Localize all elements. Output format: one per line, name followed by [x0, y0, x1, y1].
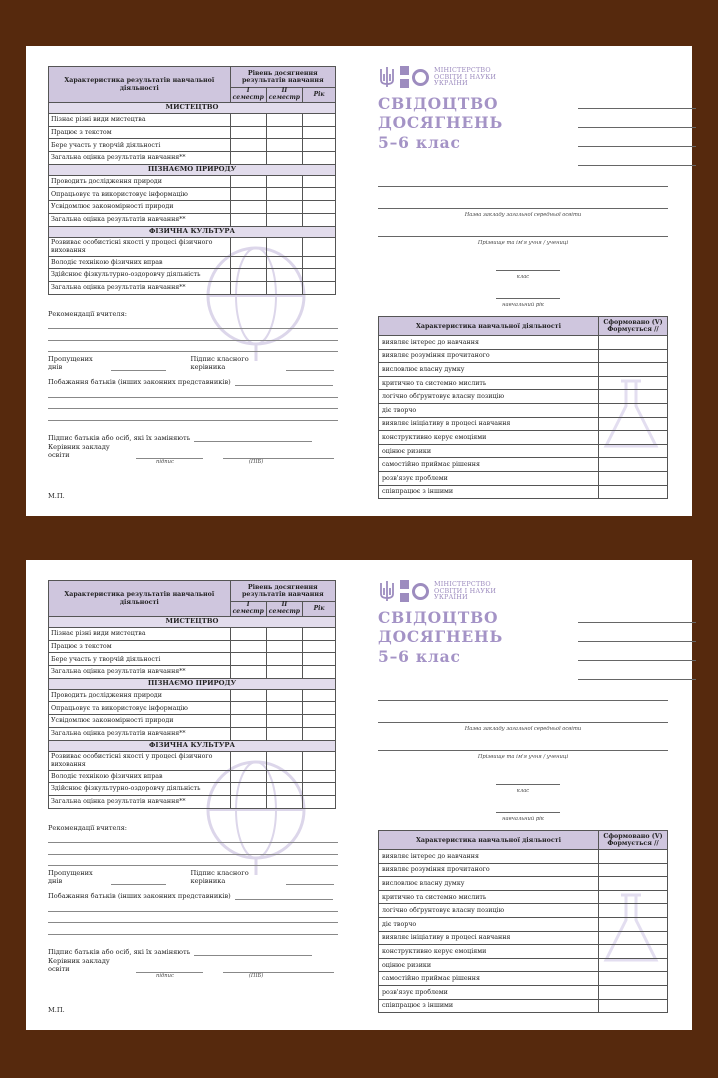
certificate-sheet-2	[26, 560, 692, 1030]
school-caption: Назва закладу загальної середньої освіти	[464, 726, 582, 732]
logo-circle-icon	[412, 583, 429, 600]
title-line-2: ДОСЯГНЕНЬ	[378, 627, 504, 647]
grade-cell[interactable]	[230, 628, 266, 641]
skill-mark-cell[interactable]	[599, 336, 668, 350]
grade-cell[interactable]	[266, 702, 302, 715]
skill-mark-cell[interactable]	[599, 972, 668, 986]
semester-1-header: І семестр	[230, 602, 266, 617]
skill-mark-cell[interactable]	[599, 363, 668, 377]
right-page	[378, 65, 674, 496]
grade-cell[interactable]	[230, 175, 266, 188]
head-label: Керівник закладу освіти	[48, 442, 110, 459]
recommendations-label: Рекомендації вчителя:	[48, 823, 127, 832]
sign-caption: підпис	[156, 972, 174, 979]
missed-days-field[interactable]	[111, 876, 167, 885]
student-caption: Прізвище та ім'я учня / учениці	[477, 754, 569, 760]
table-row: Загальна оцінка результатів навчання**	[49, 152, 231, 165]
grade-cell[interactable]	[266, 653, 302, 666]
class-line[interactable]	[496, 270, 560, 271]
characteristic-header: Характеристика результатів навчальної діяльності	[49, 581, 231, 617]
grade-cell[interactable]	[266, 152, 302, 165]
table-row: виявляє розуміння прочитаного	[379, 349, 599, 363]
year-caption: навчальний рік	[502, 816, 544, 822]
skill-mark-cell[interactable]	[599, 877, 668, 891]
table-row: Проводить дослідження природи	[49, 175, 231, 188]
formed-header: Сформовано (V) Формується //	[599, 317, 668, 336]
school-line[interactable]	[378, 186, 668, 187]
skill-mark-cell[interactable]	[599, 376, 668, 390]
sign-caption: підпис	[156, 458, 174, 465]
skill-mark-cell[interactable]	[599, 444, 668, 458]
section-title: ПІЗНАЄМО ПРИРОДУ	[49, 164, 336, 175]
grade-cell[interactable]	[230, 702, 266, 715]
formed-header: Сформовано (V) Формується //	[599, 831, 668, 850]
header-line[interactable]	[578, 604, 696, 623]
grade-cell[interactable]	[230, 201, 266, 214]
grades-table	[48, 580, 336, 809]
grade-cell[interactable]	[266, 188, 302, 201]
ministry-line-3: УКРАЇНИ	[434, 593, 468, 602]
table-row: Загальна оцінка результатів навчання**	[49, 795, 231, 808]
title-line-1: СВІДОЦТВО	[378, 608, 499, 627]
grade-cell[interactable]	[230, 213, 266, 226]
table-row: співпрацює з іншими	[379, 485, 599, 499]
grade-label: 5–6 клас	[378, 132, 461, 152]
grade-cell[interactable]	[303, 213, 336, 226]
right-page	[378, 579, 674, 1010]
logo-squares-icon	[400, 580, 410, 602]
skill-mark-cell[interactable]	[599, 985, 668, 999]
parents-wishes-label: Побажання батьків (інших законних представників)	[48, 892, 231, 901]
grade-cell[interactable]	[230, 237, 266, 256]
grade-cell[interactable]	[266, 201, 302, 214]
grade-cell[interactable]	[303, 727, 336, 740]
level-header: Рівень досягнення результатів навчання	[230, 581, 335, 602]
grade-cell[interactable]	[230, 689, 266, 702]
teacher-sign-label: Підпис класного керівника	[190, 355, 249, 372]
head-name-field[interactable]	[223, 450, 334, 459]
ministry-logo	[378, 66, 674, 88]
table-row: Бере участь у творчій діяльності	[49, 653, 231, 666]
grade-cell[interactable]	[266, 640, 302, 653]
grade-cell[interactable]	[303, 269, 336, 282]
table-row: розв'язує проблеми	[379, 471, 599, 485]
grade-cell[interactable]	[230, 269, 266, 282]
teacher-sign-label: Підпис класного керівника	[190, 869, 249, 886]
grade-cell[interactable]	[303, 666, 336, 679]
skills-table	[378, 830, 668, 1013]
school-line[interactable]	[378, 700, 668, 701]
table-row: Загальна оцінка результатів навчання**	[49, 213, 231, 226]
grade-cell[interactable]	[230, 188, 266, 201]
grade-cell[interactable]	[303, 201, 336, 214]
table-row: виявляє ініціативу в процесі навчання	[379, 417, 599, 431]
table-row: логічно обґрунтовує власну позицію	[379, 390, 599, 404]
section-title: ПІЗНАЄМО ПРИРОДУ	[49, 678, 336, 689]
table-row: Розвиває особистісні якості у процесі фізичного виховання	[49, 751, 231, 770]
header-line[interactable]	[578, 661, 696, 680]
skill-mark-cell[interactable]	[599, 931, 668, 945]
grade-cell[interactable]	[303, 256, 336, 269]
grade-cell[interactable]	[230, 139, 266, 152]
grade-cell[interactable]	[303, 751, 336, 770]
year-header: Рік	[303, 88, 336, 103]
grade-cell[interactable]	[266, 126, 302, 139]
header-line[interactable]	[578, 109, 696, 128]
grade-cell[interactable]	[303, 702, 336, 715]
parents-wishes-line[interactable]	[48, 409, 338, 421]
recommendations-line[interactable]	[48, 855, 338, 867]
table-row: логічно обґрунтовує власну позицію	[379, 904, 599, 918]
table-row: Загальна оцінка результатів навчання**	[49, 281, 231, 294]
table-row: Працює з текстом	[49, 126, 231, 139]
table-row: оцінює ризики	[379, 958, 599, 972]
school-line[interactable]	[378, 208, 668, 209]
recommendations-line[interactable]	[48, 329, 338, 341]
grade-cell[interactable]	[266, 175, 302, 188]
table-row: виявляє ініціативу в процесі навчання	[379, 931, 599, 945]
grade-cell[interactable]	[266, 689, 302, 702]
skill-mark-cell[interactable]	[599, 485, 668, 499]
grade-cell[interactable]	[266, 114, 302, 127]
parents-wishes-line[interactable]	[48, 923, 338, 935]
table-row: Опрацьовує та використовує інформацію	[49, 702, 231, 715]
table-row: Усвідомлює закономірності природи	[49, 715, 231, 728]
table-row: Розвиває особистісні якості у процесі фізичного виховання	[49, 237, 231, 256]
title-line-2: ДОСЯГНЕНЬ	[378, 113, 504, 133]
grade-cell[interactable]	[230, 795, 266, 808]
grade-cell[interactable]	[230, 126, 266, 139]
skill-mark-cell[interactable]	[599, 890, 668, 904]
recommendations-line[interactable]	[48, 318, 338, 330]
grade-cell[interactable]	[266, 237, 302, 256]
table-row: Пізнає різні види мистецтва	[49, 114, 231, 127]
skill-mark-cell[interactable]	[599, 917, 668, 931]
section-title: МИСТЕЦТВО	[49, 617, 336, 628]
table-row: Здійснює фізкультурно-оздоровчу діяльність	[49, 269, 231, 282]
class-line[interactable]	[496, 784, 560, 785]
skill-mark-cell[interactable]	[599, 850, 668, 864]
table-row: висловлює власну думку	[379, 363, 599, 377]
grade-cell[interactable]	[266, 213, 302, 226]
grade-cell[interactable]	[266, 281, 302, 294]
grade-cell[interactable]	[230, 783, 266, 796]
grade-cell[interactable]	[230, 114, 266, 127]
skill-mark-cell[interactable]	[599, 390, 668, 404]
grade-cell[interactable]	[230, 152, 266, 165]
grade-cell[interactable]	[266, 666, 302, 679]
ministry-line-2: ОСВІТИ І НАУКИ	[434, 72, 497, 81]
header-lines	[578, 604, 696, 680]
table-row: співпрацює з іншими	[379, 999, 599, 1013]
table-row: виявляє інтерес до навчання	[379, 850, 599, 864]
parents-sign-field[interactable]	[194, 433, 312, 442]
grade-cell[interactable]	[230, 770, 266, 783]
semester-2-header: ІІ семестр	[266, 602, 302, 617]
missed-days-label: Пропущених днів	[48, 869, 93, 886]
recommendations-line[interactable]	[48, 832, 338, 844]
grade-cell[interactable]	[266, 628, 302, 641]
section-title: ФІЗИЧНА КУЛЬТУРА	[49, 226, 336, 237]
student-line[interactable]	[378, 750, 668, 751]
table-row: критично та системно мислить	[379, 376, 599, 390]
grade-cell[interactable]	[230, 751, 266, 770]
missed-days-label: Пропущених днів	[48, 355, 93, 372]
grade-cell[interactable]	[266, 269, 302, 282]
year-header: Рік	[303, 602, 336, 617]
grade-cell[interactable]	[266, 770, 302, 783]
table-row: Бере участь у творчій діяльності	[49, 139, 231, 152]
school-line[interactable]	[378, 722, 668, 723]
grade-label: 5–6 клас	[378, 646, 461, 666]
parents-wishes-line[interactable]	[48, 386, 338, 398]
header-line[interactable]	[578, 128, 696, 147]
grade-cell[interactable]	[266, 783, 302, 796]
remarks-block	[48, 310, 338, 467]
grade-cell[interactable]	[303, 715, 336, 728]
year-line[interactable]	[496, 812, 560, 813]
recommendations-label: Рекомендації вчителя:	[48, 309, 127, 318]
ministry-line-2: ОСВІТИ І НАУКИ	[434, 586, 497, 595]
skill-mark-cell[interactable]	[599, 349, 668, 363]
table-row: діє творчо	[379, 403, 599, 417]
grade-cell[interactable]	[303, 175, 336, 188]
teacher-sign-field[interactable]	[286, 362, 334, 371]
table-row: оцінює ризики	[379, 444, 599, 458]
table-row: висловлює власну думку	[379, 877, 599, 891]
logo-circle-icon	[412, 69, 429, 86]
table-row: Пізнає різні види мистецтва	[49, 628, 231, 641]
head-sign-field[interactable]	[136, 450, 203, 459]
table-row: Проводить дослідження природи	[49, 689, 231, 702]
left-page	[48, 580, 338, 981]
skill-mark-cell[interactable]	[599, 958, 668, 972]
skill-mark-cell[interactable]	[599, 431, 668, 445]
grade-cell[interactable]	[230, 256, 266, 269]
title-line-1: СВІДОЦТВО	[378, 94, 499, 113]
ministry-line-1: МІНІСТЕРСТВО	[434, 579, 491, 588]
grade-cell[interactable]	[303, 653, 336, 666]
class-caption: клас	[516, 274, 530, 280]
skills-table	[378, 316, 668, 499]
grade-cell[interactable]	[230, 640, 266, 653]
grade-cell[interactable]	[303, 152, 336, 165]
parents-wishes-field[interactable]	[235, 891, 333, 900]
grade-cell[interactable]	[303, 628, 336, 641]
parents-wishes-label: Побажання батьків (інших законних представників)	[48, 378, 231, 387]
grade-cell[interactable]	[303, 114, 336, 127]
table-row: розв'язує проблеми	[379, 985, 599, 999]
table-row: виявляє інтерес до навчання	[379, 336, 599, 350]
skills-header: Характеристика навчальної діяльності	[379, 831, 599, 850]
header-line[interactable]	[578, 642, 696, 661]
recommendations-line[interactable]	[48, 843, 338, 855]
trident-icon	[378, 580, 396, 602]
grade-cell[interactable]	[303, 188, 336, 201]
grade-cell[interactable]	[303, 139, 336, 152]
stamp-place: М.П.	[48, 1006, 65, 1014]
skill-mark-cell[interactable]	[599, 999, 668, 1013]
ministry-line-1: МІНІСТЕРСТВО	[434, 65, 491, 74]
stamp-place: М.П.	[48, 492, 65, 500]
skill-mark-cell[interactable]	[599, 403, 668, 417]
semester-1-header: І семестр	[230, 88, 266, 103]
semester-2-header: ІІ семестр	[266, 88, 302, 103]
name-caption: (ПІБ)	[248, 458, 264, 465]
year-caption: навчальний рік	[502, 302, 544, 308]
table-row: Загальна оцінка результатів навчання**	[49, 727, 231, 740]
student-caption: Прізвище та ім'я учня / учениці	[477, 240, 569, 246]
head-sign-field[interactable]	[136, 964, 203, 973]
table-row: Усвідомлює закономірності природи	[49, 201, 231, 214]
grade-cell[interactable]	[230, 281, 266, 294]
grade-cell[interactable]	[303, 237, 336, 256]
level-header: Рівень досягнення результатів навчання	[230, 67, 335, 88]
school-caption: Назва закладу загальної середньої освіти	[464, 212, 582, 218]
table-row: конструктивно керує емоціями	[379, 431, 599, 445]
grade-cell[interactable]	[230, 715, 266, 728]
skill-mark-cell[interactable]	[599, 863, 668, 877]
table-row: критично та системно мислить	[379, 890, 599, 904]
grades-table	[48, 66, 336, 295]
grade-cell[interactable]	[230, 653, 266, 666]
header-line[interactable]	[578, 147, 696, 166]
grade-cell[interactable]	[230, 727, 266, 740]
table-row: Загальна оцінка результатів навчання**	[49, 666, 231, 679]
ministry-line-3: УКРАЇНИ	[434, 79, 468, 88]
table-row: Володіє технікою фізичних вправ	[49, 256, 231, 269]
skill-mark-cell[interactable]	[599, 417, 668, 431]
characteristic-header: Характеристика результатів навчальної діяльності	[49, 67, 231, 103]
grade-cell[interactable]	[303, 783, 336, 796]
grade-cell[interactable]	[266, 751, 302, 770]
grade-cell[interactable]	[303, 770, 336, 783]
grade-cell[interactable]	[266, 139, 302, 152]
head-name-field[interactable]	[223, 964, 334, 973]
missed-days-field[interactable]	[111, 362, 167, 371]
table-row: Володіє технікою фізичних вправ	[49, 770, 231, 783]
ministry-logo	[378, 580, 674, 602]
table-row: самостійно приймає рішення	[379, 972, 599, 986]
header-line[interactable]	[578, 623, 696, 642]
grade-cell[interactable]	[266, 256, 302, 269]
parents-wishes-line[interactable]	[48, 900, 338, 912]
logo-squares-icon	[400, 66, 410, 88]
skill-mark-cell[interactable]	[599, 471, 668, 485]
head-label: Керівник закладу освіти	[48, 956, 110, 973]
skill-mark-cell[interactable]	[599, 904, 668, 918]
parents-sign-label: Підпис батьків або осіб, які їх заміняють	[48, 947, 191, 956]
year-line[interactable]	[496, 298, 560, 299]
table-row: Здійснює фізкультурно-оздоровчу діяльність	[49, 783, 231, 796]
table-row: виявляє розуміння прочитаного	[379, 863, 599, 877]
table-row: конструктивно керує емоціями	[379, 945, 599, 959]
table-row: самостійно приймає рішення	[379, 458, 599, 472]
grade-cell[interactable]	[303, 795, 336, 808]
left-page	[48, 66, 338, 467]
recommendations-line[interactable]	[48, 341, 338, 353]
trident-icon	[378, 66, 396, 88]
table-row: Працює з текстом	[49, 640, 231, 653]
parents-wishes-field[interactable]	[235, 377, 333, 386]
skill-mark-cell[interactable]	[599, 458, 668, 472]
remarks-block	[48, 824, 338, 981]
grade-cell[interactable]	[230, 666, 266, 679]
student-line[interactable]	[378, 236, 668, 237]
grade-cell[interactable]	[303, 126, 336, 139]
grade-cell[interactable]	[303, 689, 336, 702]
skills-header: Характеристика навчальної діяльності	[379, 317, 599, 336]
teacher-sign-field[interactable]	[286, 876, 334, 885]
header-line[interactable]	[578, 90, 696, 109]
name-caption: (ПІБ)	[248, 972, 264, 979]
grade-cell[interactable]	[266, 795, 302, 808]
table-row: Опрацьовує та використовує інформацію	[49, 188, 231, 201]
header-lines	[578, 90, 696, 166]
certificate-sheet-1	[26, 46, 692, 516]
section-title: ФІЗИЧНА КУЛЬТУРА	[49, 740, 336, 751]
grade-cell[interactable]	[266, 715, 302, 728]
grade-cell[interactable]	[303, 640, 336, 653]
grade-cell[interactable]	[266, 727, 302, 740]
grade-cell[interactable]	[303, 281, 336, 294]
parents-sign-field[interactable]	[194, 947, 312, 956]
parents-wishes-line[interactable]	[48, 912, 338, 924]
parents-wishes-line[interactable]	[48, 398, 338, 410]
section-title: МИСТЕЦТВО	[49, 103, 336, 114]
skill-mark-cell[interactable]	[599, 945, 668, 959]
parents-sign-label: Підпис батьків або осіб, які їх заміняють	[48, 433, 191, 442]
table-row: діє творчо	[379, 917, 599, 931]
class-caption: клас	[516, 788, 530, 794]
